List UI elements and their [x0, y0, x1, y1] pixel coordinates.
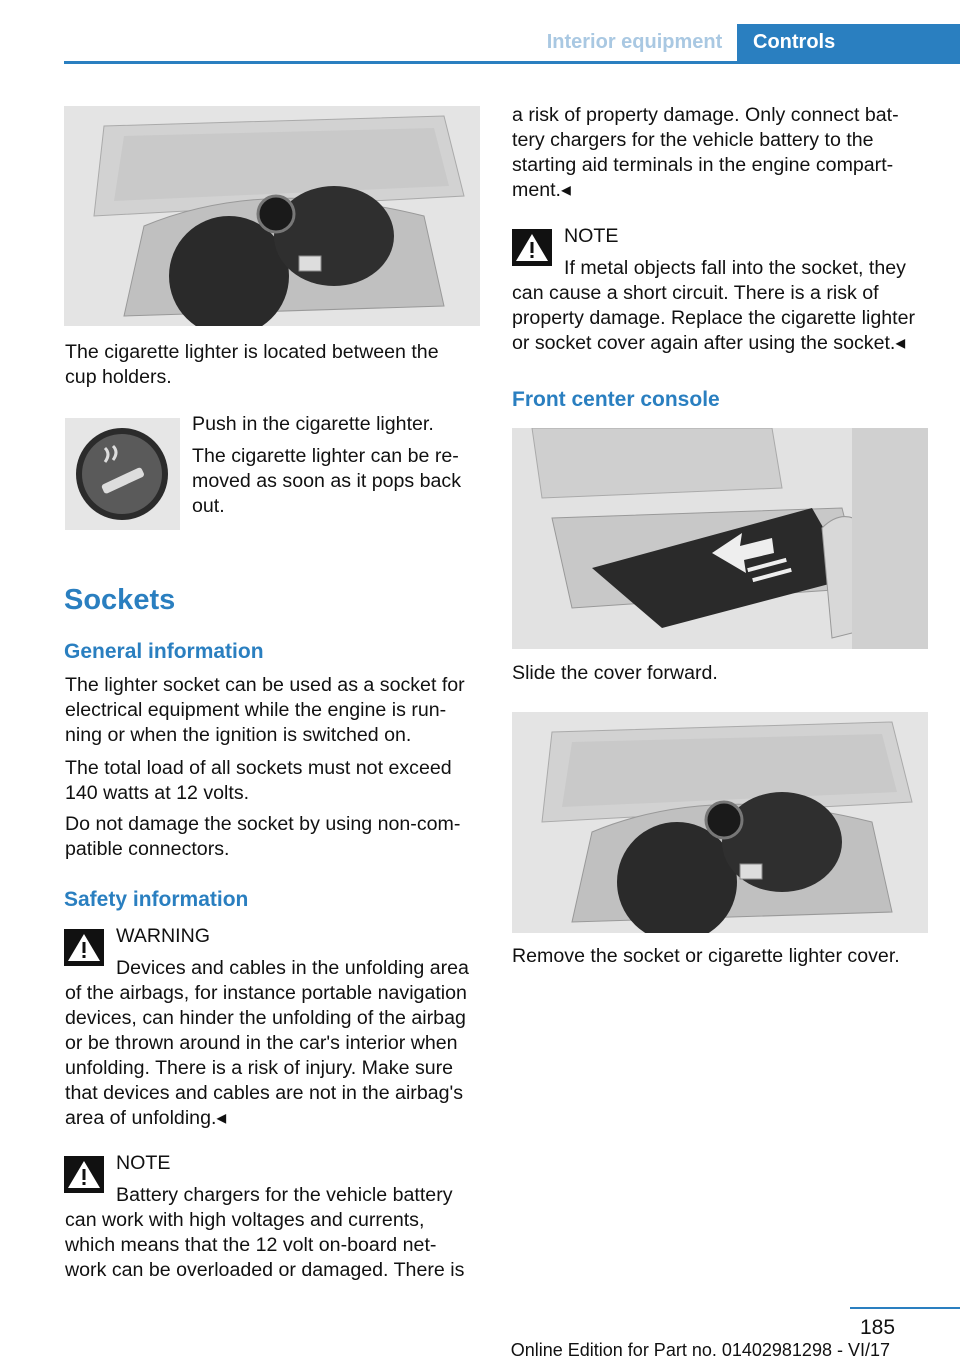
console-cover-image	[512, 428, 928, 649]
lighter-text-1: Push in the cigarette lighter.	[192, 413, 434, 435]
chapter-tab: Controls	[737, 24, 960, 61]
cupholder-lighter-image	[64, 106, 480, 326]
front-console-heading: Front center console	[512, 388, 720, 411]
sockets-heading: Sockets	[64, 584, 176, 616]
page-number-rule	[850, 1307, 960, 1309]
img1-caption: The cigarette lighter is located between the cup holders.	[65, 341, 439, 388]
lighter-symbol-image	[65, 418, 180, 530]
note2-text	[512, 256, 928, 356]
section-tab: Interior equipment	[546, 31, 723, 53]
socket-cover-image	[512, 712, 928, 933]
general-info-heading: General information	[64, 640, 264, 663]
img3-caption: Remove the socket or cigarette lighter cover.	[512, 945, 900, 967]
general-p3: Do not damage the socket by using non-com-patible connectors.	[65, 813, 461, 860]
note1-label: NOTE	[116, 1152, 171, 1174]
warning-label: WARNING	[116, 925, 210, 947]
note1-text	[65, 1183, 477, 1283]
edition-footer: Online Edition for Part no. 01402981298 - VI/17	[510, 1340, 890, 1360]
general-p2: The total load of all sockets must not exceed 140 watts at 12 volts.	[65, 757, 452, 804]
warning-text	[65, 956, 477, 1131]
note2-text-body: If metal objects fall into the socket, they can cause a short circuit. There is a risk of property damage. Replace the cigarette lighter or socket cover again after using the socket.◂	[512, 257, 915, 354]
warning-text-body: Devices and cables in the unfolding area of the airbags, for instance portable navigation devices, can hinder the unfolding of the airbag or be thrown around in the car's interior when unfolding. There is a risk of injury. Make sure that devices and cables are not in the airbag's area of unfolding.◂	[65, 957, 469, 1129]
header-rule	[64, 61, 960, 64]
note1-text-body: Battery chargers for the vehicle battery can work with high voltages and currents, which means that the 12 volt on-board net-work can be overloaded or damaged. There is	[65, 1184, 465, 1281]
continued-text: a risk of property damage. Only connect bat-tery chargers for the vehicle battery to the starting aid terminals in the engine compart-ment.◂	[512, 104, 899, 201]
lighter-text-2: The cigarette lighter can be re-moved as soon as it pops back out.	[192, 445, 462, 517]
page-number: 185	[860, 1316, 896, 1339]
note2-label: NOTE	[564, 225, 619, 247]
general-p1: The lighter socket can be used as a socket for electrical equipment while the engine is run-ning or when the ignition is switched on.	[65, 674, 465, 746]
img2-caption: Slide the cover forward.	[512, 662, 718, 684]
safety-info-heading: Safety information	[64, 888, 249, 911]
